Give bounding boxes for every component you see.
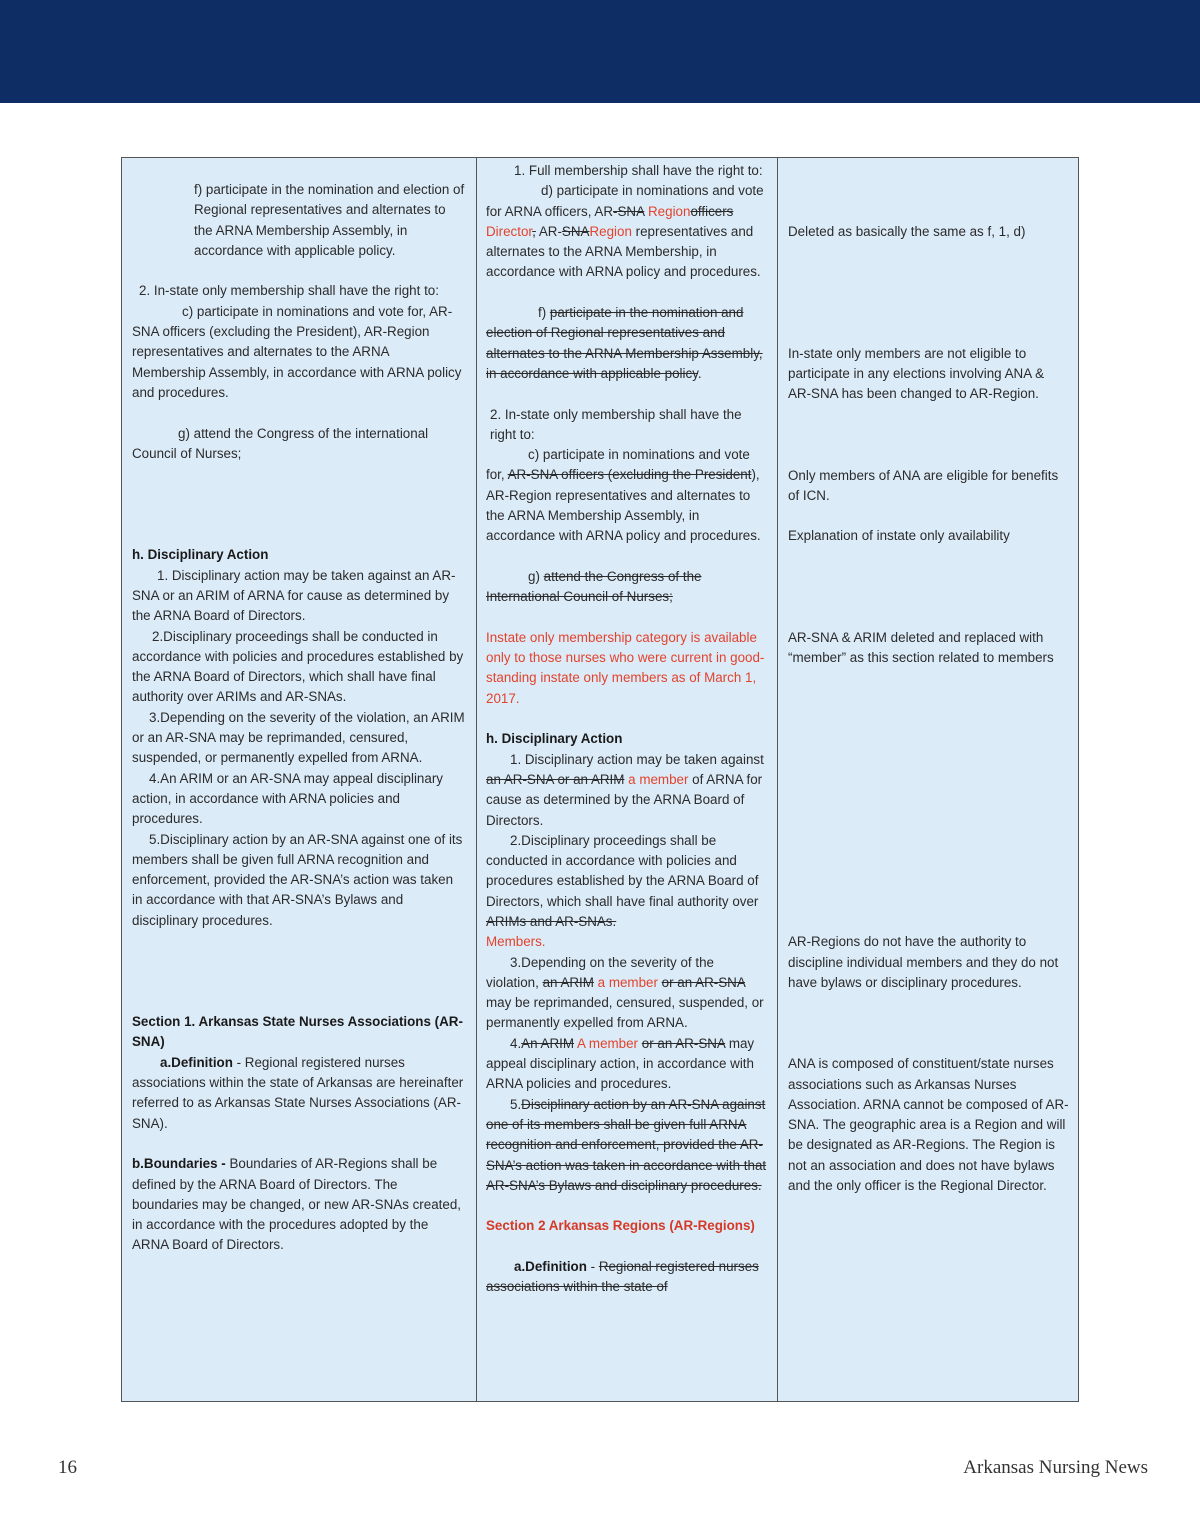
- col1-h5: 5.Disciplinary action by an AR-SNA against one of its members shall be given full ARNA recognition and enforcement, provided the AR-SNA’s action was taken in accordance with that AR-SNA’s Bylaws and disciplinary procedures.: [132, 831, 463, 928]
- col1-h3: 3.Depending on the severity of the violation, an ARIM or an AR-SNA may be reprimanded, censured, suspended, or permanently expelled from ARNA.: [132, 709, 465, 766]
- col1-section1-heading: Section 1. Arkansas State Nurses Associations (AR-SNA): [132, 1014, 463, 1050]
- rationale-note-7: ANA is composed of constituent/state nurses associations such as Arkansas Nurses Association. ARNA cannot be composed of AR-SNA. The geographic area is a Region and will be designated as AR-Regions. The Region is not an association and does not have bylaws and the only officer is the Regional Director.: [788, 1056, 1069, 1193]
- current-bylaws-column: [122, 158, 477, 1401]
- rationale-note-5: AR-SNA & ARIM deleted and replaced with “member” as this section related to members: [788, 629, 1054, 666]
- bylaws-comparison-table: [121, 157, 1079, 1402]
- col2-c-item: c) participate in nominations and vote for, AR-SNA officers (excluding the President), AR-Region representatives and alternates to the ARNA Membership Assembly, in accordance with ARNA policy and procedures.: [486, 447, 761, 544]
- rationale-note-2: In-state only members are not eligible to participate in any elections involving ANA & AR-SNA has been changed to AR-Region.: [788, 345, 1045, 402]
- col1-g-item: g) attend the Congress of the international Council of Nurses;: [132, 425, 429, 461]
- rationale-note-6: AR-Regions do not have the authority to discipline individual members and they do not have bylaws or disciplinary procedures.: [788, 934, 1059, 991]
- col2-h5: 5.Disciplinary action by an AR-SNA against one of its members shall be given full ARNA recognition and enforcement, provided the AR-SNA’s action was taken in accordance with that AR-SNA’s Bylaws and disciplinary procedures.: [486, 1096, 767, 1193]
- page-number: 16: [58, 1457, 77, 1478]
- proposed-bylaws-column: [477, 158, 778, 1401]
- col1-boundaries: b.Boundaries - Boundaries of AR-Regions shall be defined by the ARNA Board of Directors. The boundaries may be changed, or new AR-SNAs created, in accordance with the procedures adopted by the ARNA Board of Directors.: [132, 1156, 461, 1253]
- col2-h3: 3.Depending on the severity of the violation, an ARIM a member or an AR-SNA may be reprimanded, censured, suspended, or permanently expelled from ARNA.: [486, 954, 764, 1031]
- col2-h4: 4.An ARIM A member or an AR-SNA may appeal disciplinary action, in accordance with ARNA policies and procedures.: [486, 1035, 755, 1092]
- col1-disciplinary-heading: h. Disciplinary Action: [132, 547, 269, 563]
- col1-instate-intro: 2. In-state only membership shall have the right to:: [139, 283, 439, 299]
- col2-g-item: g) attend the Congress of the International Council of Nurses;: [486, 568, 702, 605]
- col1-h1: 1. Disciplinary action may be taken against an AR-SNA or an ARIM of ARNA for cause as determined by the ARNA Board of Directors.: [132, 567, 456, 624]
- col2-h1: 1. Disciplinary action may be taken against an AR-SNA or an ARIM a member of ARNA for cause as determined by the ARNA Board of Directors.: [486, 751, 764, 828]
- col2-full-intro: 1. Full membership shall have the right to:: [514, 163, 763, 178]
- col1-f-item: f) participate in the nomination and election of Regional representatives and alternates to the ARNA Membership Assembly, in accordance with applicable policy.: [194, 182, 465, 258]
- header-band: [0, 0, 1200, 103]
- rationale-note-4: Explanation of instate only availability: [788, 528, 1010, 544]
- col2-d-item: d) participate in nominations and vote for ARNA officers, AR-SNA Regionofficers Director, AR-SNARegion representatives and alternates to the ARNA Membership, in accordance with ARNA policy and procedures.: [486, 183, 764, 280]
- col2-h2: 2.Disciplinary proceedings shall be conducted in accordance with policies and procedures established by the ARNA Board of Directors, which shall have final authority over ARIMs and AR-SNAs.: [486, 832, 759, 929]
- col1-c-item: c) participate in nominations and vote for, AR-SNA officers (excluding the President), AR-Region representatives and alternates to the ARNA Membership Assembly, in accordance with ARNA policy and procedures.: [132, 303, 462, 400]
- col2-instate-note: Instate only membership category is available only to those nurses who were current in good-standing instate only members as of March 1, 2017.: [486, 629, 765, 706]
- col2-disciplinary-heading: h. Disciplinary Action: [486, 731, 623, 747]
- col1-h2: 2.Disciplinary proceedings shall be conducted in accordance with policies and procedures established by the ARNA Board of Directors, which shall have final authority over ARIMs and AR-SNAs.: [132, 628, 464, 705]
- col2-section2-heading: Section 2 Arkansas Regions (AR-Regions): [486, 1218, 755, 1234]
- publication-name: Arkansas Nursing News: [963, 1457, 1148, 1478]
- col2-definition: a.Definition - Regional registered nurses associations within the state of: [486, 1259, 759, 1295]
- rationale-note-3: Only members of ANA are eligible for benefits of ICN.: [788, 467, 1059, 503]
- col1-h4: 4.An ARIM or an AR-SNA may appeal disciplinary action, in accordance with ARNA policies and procedures.: [132, 770, 443, 827]
- col1-definition: a.Definition - Regional registered nurses associations within the state of Arkansas are hereinafter referred to as Arkansas State Nurses Associations (AR-SNA).: [132, 1054, 464, 1131]
- col2-instate-intro: 2. In-state only membership shall have the right to:: [490, 406, 742, 442]
- rationale-column: [778, 158, 1078, 1401]
- col2-f-item: f) participate in the nomination and election of Regional representatives and alternates to the ARNA Membership Assembly, in accordance with applicable policy.: [486, 305, 763, 381]
- rationale-note-1: Deleted as basically the same as f, 1, d): [788, 224, 1026, 239]
- col2-h2-members: Members.: [486, 934, 546, 950]
